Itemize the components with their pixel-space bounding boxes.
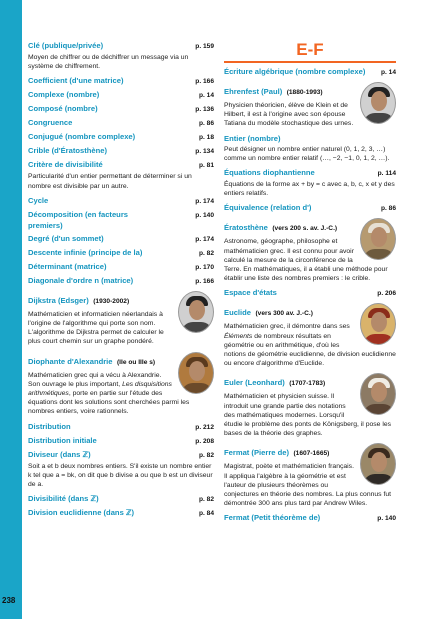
biography-dates: (vers 300 av. J.-C.) xyxy=(255,310,313,318)
glossary-term[interactable]: Décomposition (en facteurs premiers) xyxy=(28,209,129,230)
biography-name[interactable]: Fermat (Pierre de) xyxy=(224,448,289,458)
biography-dates: (IIe ou IIIe s) xyxy=(116,358,156,366)
biography-text: Magistrat, poète et mathématicien français. Il appliqua l'algèbre à la géométrie et est l'auteur de plusieurs théorèmes ou conjectures en théorie des nombres. La plus connus fut démontrée 300 ans plus tard par Andrew Wiles. xyxy=(224,463,392,508)
glossary-entry xyxy=(28,209,214,231)
glossary-entry xyxy=(28,131,214,143)
biography-name[interactable]: Dijkstra (Edsger) xyxy=(28,295,89,305)
glossary-term[interactable]: Distribution xyxy=(28,421,71,431)
page-reference: p. 174 xyxy=(195,197,214,205)
biography-name[interactable]: Diophante d'Alexandrie xyxy=(28,356,113,366)
section-divider xyxy=(224,61,396,63)
glossary-entry xyxy=(28,507,214,519)
glossary-term[interactable]: Critère de divisibilité xyxy=(28,160,103,170)
biography-ehrenfest xyxy=(224,81,396,129)
page-reference: p. 159 xyxy=(195,43,214,50)
glossary-entry xyxy=(224,512,396,524)
page-reference: p. 14 xyxy=(198,92,214,100)
glossary-entry xyxy=(28,493,214,505)
portrait-diophante-image xyxy=(178,352,214,394)
glossary-term[interactable]: Degré (d'un sommet) xyxy=(28,233,104,243)
glossary-definition: Équations de la forme ax + by = c avec a, b, c, x et y des entiers relatifs. xyxy=(224,181,395,198)
glossary-entry xyxy=(28,261,214,273)
glossary-definition: Particularité d'un entier permettant de déterminer si un nombre est divisible par un autre. xyxy=(28,173,192,190)
glossary-entry xyxy=(28,449,214,490)
biography-eratosthene xyxy=(224,217,396,283)
biography-dates: (1707-1783) xyxy=(289,380,326,388)
biography-dates: (1930-2002) xyxy=(93,297,130,305)
glossary-entry xyxy=(28,159,214,190)
glossary-definition: Soit a et b deux nombres entiers. S'il existe un nombre entier k tel que a = bk, on dit que b divise a ou que b est un diviseur de a. xyxy=(28,462,213,489)
page-reference: p. 14 xyxy=(380,69,396,76)
page-reference: p. 134 xyxy=(195,148,214,156)
biography-text: Astronome, géographe, philosophe et mathématicien grec. Il est connu pour avoir calculé la mesure de la circonférence de la Terre. En mathématiques, il a établi une méthode pour établir une liste des nombres premiers : le crible. xyxy=(224,238,388,283)
page-reference: p. 166 xyxy=(195,277,214,285)
glossary-term[interactable]: Coefficient (d'une matrice) xyxy=(28,76,124,86)
glossary-term[interactable]: Descente infinie (principe de la) xyxy=(28,247,143,257)
glossary-term[interactable]: Écriture algébrique (nombre complexe) xyxy=(224,67,366,76)
biography-text: Physicien théoricien, élève de Klein et de Hilbert, il est à l'origine avec son épouse Tatiana du modèle stochastique des urnes. xyxy=(224,102,354,128)
glossary-entry xyxy=(28,40,214,71)
glossary-term[interactable]: Diviseur (dans ℤ) xyxy=(28,449,91,459)
biography-dates: (vers 200 s. av. J.-C.) xyxy=(272,225,338,233)
portrait-ehrenfest-image xyxy=(360,82,396,124)
biography-dates: (1607-1665) xyxy=(293,450,330,458)
biography-euler xyxy=(224,372,396,438)
glossary-term[interactable]: Distribution initiale xyxy=(28,435,97,445)
glossary-term[interactable]: Équations diophantienne xyxy=(224,168,315,178)
portrait-fermat-image xyxy=(360,443,396,485)
portrait-euler-image xyxy=(360,373,396,415)
biography-text: Mathématicien grec qui a vécu à Alexandrie. Son ouvrage le plus important, Les disquisitions arithmétiques, porte en partie sur l'étude des équations dont les solutions sont cherchées parmi les nombres entiers, voire rationnels. xyxy=(28,371,190,416)
page-reference: p. 174 xyxy=(195,235,214,243)
glossary-term[interactable]: Fermat (Petit théorème de) xyxy=(224,513,321,523)
section-letter-heading: E-F xyxy=(296,40,324,59)
glossary-entry xyxy=(28,195,214,207)
glossary-entry xyxy=(28,117,214,129)
biography-name[interactable]: Ératosthène xyxy=(224,223,268,233)
glossary-entry xyxy=(224,167,396,198)
page-reference: p. 82 xyxy=(198,249,214,257)
glossary-term[interactable]: Déterminant (matrice) xyxy=(28,261,107,271)
glossary-entry xyxy=(28,89,214,101)
biography-name[interactable]: Euler (Leonhard) xyxy=(224,378,285,388)
page-reference: p. 84 xyxy=(198,510,214,518)
glossary-entry xyxy=(28,435,214,447)
page-reference: p. 140 xyxy=(195,211,214,219)
glossary-term[interactable]: Cycle xyxy=(28,195,49,205)
glossary-entry xyxy=(224,133,396,163)
biography-euclide xyxy=(224,302,396,368)
biography-name[interactable]: Ehrenfest (Paul) xyxy=(224,87,283,96)
page-reference: p. 170 xyxy=(195,263,214,271)
biography-dijkstra xyxy=(28,290,214,347)
glossary-term[interactable]: Divisibilité (dans ℤ) xyxy=(28,494,99,504)
page-number: 238 xyxy=(2,596,16,605)
page-reference: p. 114 xyxy=(377,170,396,178)
page-reference: p. 18 xyxy=(198,134,214,142)
glossary-entry xyxy=(28,247,214,259)
glossary-entry xyxy=(28,75,214,87)
glossary-term[interactable]: Clé (publique/privée) xyxy=(28,41,104,50)
page-reference: p. 82 xyxy=(198,451,214,459)
biography-name[interactable]: Euclide xyxy=(224,308,252,318)
biography-text: Mathématicien et physicien suisse. Il introduit une grande partie des notations des mathématiques modernes. Lorsqu'il étudie le problème des ponts de Königsberg, il pose les bases de la théorie des graphes. xyxy=(224,393,392,438)
glossary-entry xyxy=(28,275,214,287)
biography-fermat xyxy=(224,442,396,508)
page-reference: p. 206 xyxy=(377,290,396,298)
page-reference: p. 140 xyxy=(377,515,396,523)
page-reference: p. 82 xyxy=(198,496,214,504)
glossary-entry xyxy=(28,421,214,433)
left-column xyxy=(28,40,214,521)
glossary-entry xyxy=(28,233,214,245)
glossary-definition: Peut désigner un nombre entier naturel (0, 1, 2, 3, …) comme un nombre entier relatif (…, −2, −1, 0, 1, 2, …). xyxy=(224,145,390,162)
glossary-term[interactable]: Crible (d'Ératosthène) xyxy=(28,146,108,156)
right-column xyxy=(224,40,396,526)
glossary-term[interactable]: Entier (nombre) xyxy=(224,133,281,143)
page-reference: p. 208 xyxy=(195,437,214,445)
glossary-term[interactable]: Division euclidienne (dans ℤ) xyxy=(28,508,135,518)
glossary-entry xyxy=(224,287,396,299)
page-reference: p. 86 xyxy=(198,120,214,128)
glossary-term[interactable]: Complexe (nombre) xyxy=(28,90,100,100)
glossary-entry xyxy=(224,202,396,214)
biography-text: Mathématicien et informaticien néerlandais à l'origine de l'algorithme qui porte son nom. L'algorithme de Dijkstra permet de calculer le plus court chemin sur un graphe pondéré. xyxy=(28,310,164,346)
biography-diophante xyxy=(28,351,214,417)
glossary-entry xyxy=(224,66,396,78)
page-reference: p. 81 xyxy=(198,162,214,170)
glossary-term[interactable]: Espace d'états xyxy=(224,288,277,298)
page-reference: p. 212 xyxy=(195,423,214,431)
glossary-term[interactable]: Équivalence (relation d') xyxy=(224,203,312,213)
portrait-eratosthene-image xyxy=(360,218,396,260)
glossary-term[interactable]: Congruence xyxy=(28,118,73,128)
portrait-euclide-image xyxy=(360,303,396,345)
page-sidebar-band xyxy=(0,0,22,619)
page-reference: p. 136 xyxy=(195,106,214,114)
glossary-definition: Moyen de chiffrer ou de déchiffrer un message via un système de chiffrement. xyxy=(28,54,189,71)
biography-text: Mathématicien grec, il démontre dans ses Éléments de nombreux résultats en géométrie ou en arithmétique, d'où les notions de géométrie euclidienne, de division euclidienne ou encore d'algorithme d'Euclide. xyxy=(224,323,396,368)
page-reference: p. 166 xyxy=(195,78,214,86)
glossary-term[interactable]: Diagonale d'ordre n (matrice) xyxy=(28,275,134,285)
glossary-term[interactable]: Conjugué (nombre complexe) xyxy=(28,132,136,142)
glossary-entry xyxy=(28,145,214,157)
biography-dates: (1880-1993) xyxy=(286,89,323,96)
page-reference: p. 86 xyxy=(380,205,396,213)
glossary-entry xyxy=(28,103,214,115)
portrait-dijkstra-image xyxy=(178,291,214,333)
glossary-term[interactable]: Composé (nombre) xyxy=(28,104,98,114)
